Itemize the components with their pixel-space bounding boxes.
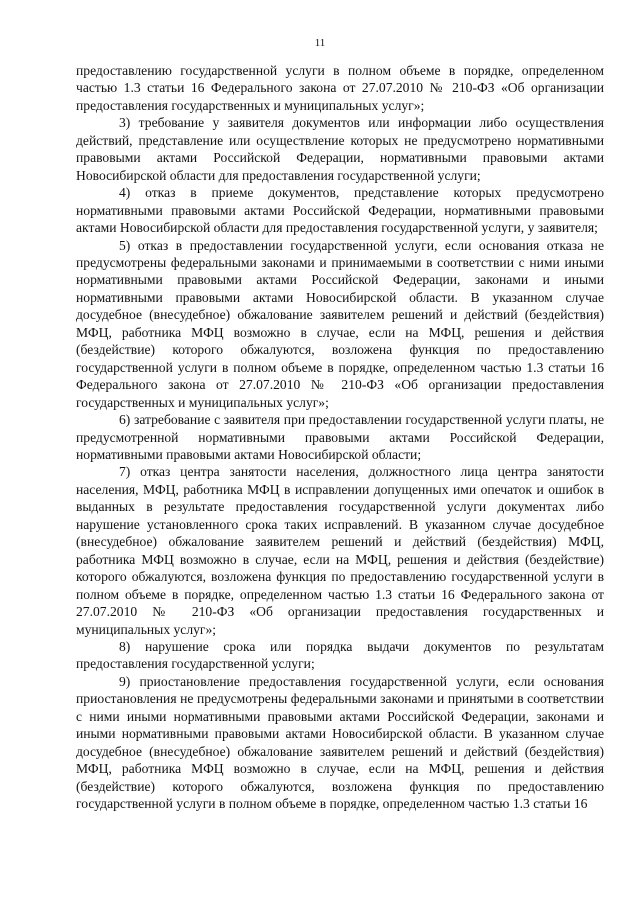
paragraph-item-9: 9) приостановление предоставления государственной услуги, если основания приостановления не предусмотрены федеральными законами и принятыми в соответствии с ними иными нормативными правовыми актами Российской Федерации, законами и иными нормативными правовыми актами Новосибирской области. В указанном случае досудебное (внесудебное) обжалование заявителем решений и действий (бездействия) МФЦ, работника МФЦ возможно в случае, если на МФЦ, решения и действия (бездействие) которого обжалуются, возложена функция по предоставлению государственной услуги в полном объеме в порядке, определенном частью 1.3 статьи 16 [76, 673, 604, 812]
page-number: 11 [314, 37, 326, 49]
paragraph-item-4: 4) отказ в приеме документов, представление которых предусмотрено нормативными правовыми актами Российской Федерации, нормативными правовыми актами Новосибирской области для предоставления государственной услуги, у заявителя; [76, 185, 604, 236]
paragraph-item-3: 3) требование у заявителя документов или информации либо осуществления действий, представление или осуществление которых не предусмотрено нормативными правовыми актами Российской Федерации, нормативными правовыми актами Новосибирской области для предоставления государственной услуги; [76, 115, 604, 183]
document-body [76, 62, 604, 812]
paragraph-continuation: предоставлению государственной услуги в полном объеме в порядке, определенном частью 1.3 статьи 16 Федерального закона от 27.07.2010 № 210-ФЗ «Об организации предоставления государственных и муниципальных услуг»; [76, 63, 604, 113]
paragraph-item-5: 5) отказ в предоставлении государственной услуги, если основания отказа не предусмотрены федеральными законами и принимаемыми в соответствии с ними иными нормативными правовыми актами Российской Федерации, законами и иными нормативными правовыми актами Новосибирской области. В указанном случае досудебное (внесудебное) обжалование заявителем решений и действий (бездействия) МФЦ, работника МФЦ возможно в случае, если на МФЦ, решения и действия (бездействие) которого обжалуются, возложена функция по предоставлению государственной услуги в полном объеме в порядке, определенном частью 1.3 статьи 16 Федерального закона от 27.07.2010 № 210-ФЗ «Об организации предоставления государственных и муниципальных услуг»; [76, 237, 604, 410]
paragraph-item-7: 7) отказ центра занятости населения, должностного лица центра занятости населения, МФЦ, работника МФЦ в исправлении допущенных ими опечаток и ошибок в выданных в результате предоставления государственной услуги документах либо нарушение установленного срока таких исправлений. В указанном случае досудебное (внесудебное) обжалование заявителем решений и действий (бездействия) МФЦ, работника МФЦ возможно в случае, если на МФЦ, решения и действия (бездействие) которого обжалуются, возложена функция по предоставлению государственной услуги в полном объеме в порядке, определенном частью 1.3 статьи 16 Федерального закона от 27.07.2010 № 210-ФЗ «Об организации предоставления государственных и муниципальных услуг»; [76, 464, 604, 637]
paragraph-item-8: 8) нарушение срока или порядка выдачи документов по результатам предоставления государственной услуги; [76, 638, 604, 672]
paragraph-item-6: 6) затребование с заявителя при предоставлении государственной услуги платы, не предусмотренной нормативными правовыми актами Российской Федерации, нормативными правовыми актами Новосибирской области; [76, 412, 604, 462]
